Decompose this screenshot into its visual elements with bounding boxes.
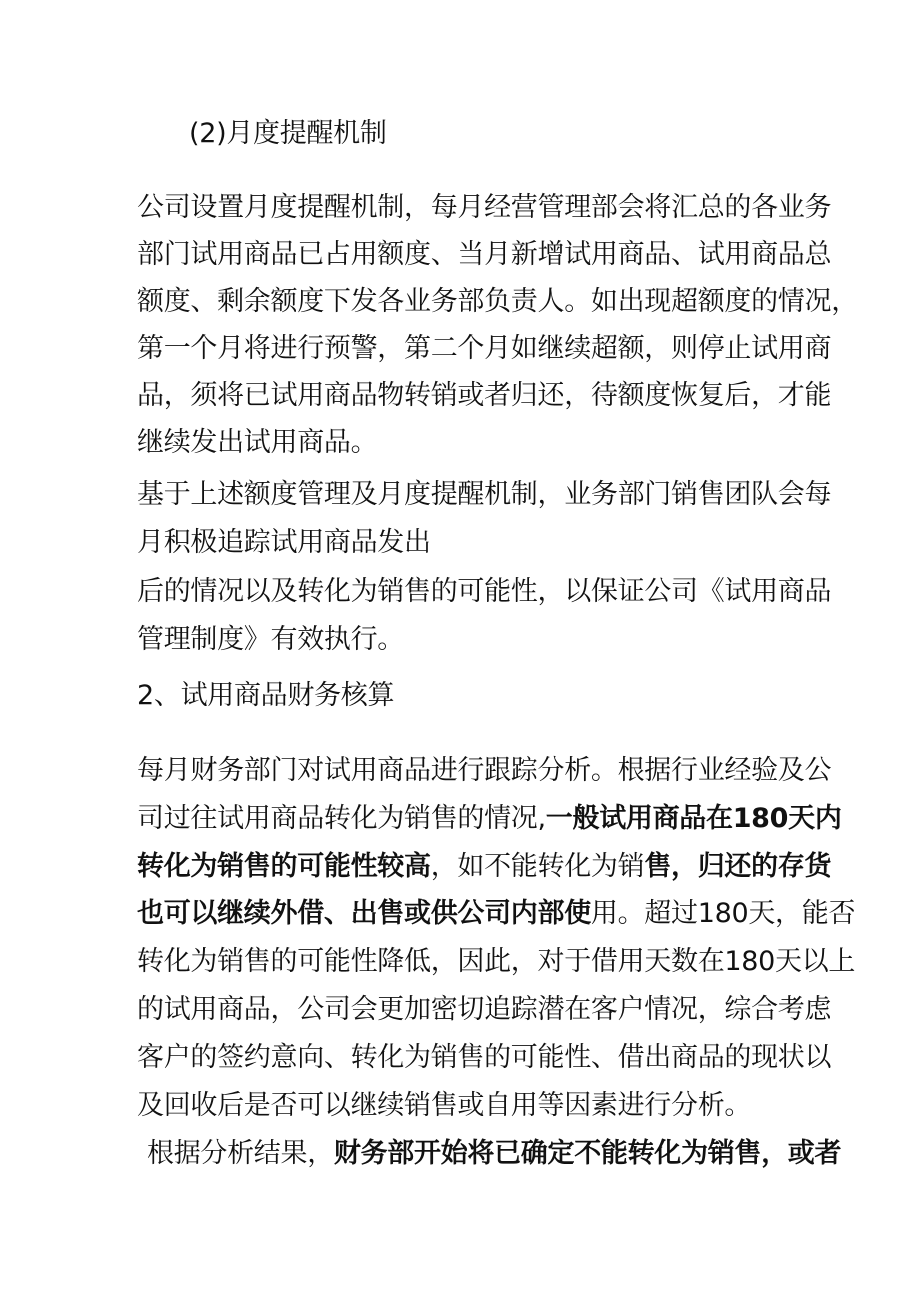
paragraph-line <box>137 896 856 932</box>
paragraph-line: 公司设置月度提醒机制，每月经营管理部会将汇总的各业务 <box>137 192 832 223</box>
text-run: 用。超过180天，能否 <box>590 898 856 929</box>
paragraph-line <box>137 801 842 837</box>
paragraph-line: 月积极追踪试用商品发出 <box>137 527 431 558</box>
paragraph-line: 转化为销售的可能性降低，因此，对于借用天数在180天以上 <box>137 946 856 977</box>
section-heading-monthly-reminder: (2)月度提醒机制 <box>189 118 387 149</box>
paragraph-line: 基于上述额度管理及月度提醒机制，业务部门销售团队会每 <box>137 479 832 510</box>
text-run: 司过往试用商品转化为销售的情况, <box>137 803 546 834</box>
paragraph-line: 客户的签约意向、转化为销售的可能性、借出商品的现状以 <box>137 1042 832 1073</box>
bold-text-run: 财务部开始将已确定不能转化为销售，或者 <box>333 1138 842 1169</box>
bold-text-run: 一般试用商品在180天内 <box>545 803 842 834</box>
paragraph-line: 及回收后是否可以继续销售或自用等因素进行分析。 <box>137 1090 752 1121</box>
bold-text-run: 转化为销售的可能性较高 <box>137 851 431 882</box>
section-heading-financial-accounting: 2、试用商品财务核算 <box>137 680 395 711</box>
text-run: 根据分析结果， <box>147 1138 334 1169</box>
paragraph-line: 的试用商品，公司会更加密切追踪潜在客户情况，综合考虑 <box>137 994 832 1025</box>
paragraph-line <box>147 1136 842 1172</box>
paragraph-line: 管理制度》有效执行。 <box>137 624 404 655</box>
paragraph-line <box>137 849 832 885</box>
paragraph-line: 每月财务部门对试用商品进行跟踪分析。根据行业经验及公 <box>137 755 832 786</box>
bold-text-run: 售，归还的存货 <box>644 851 832 882</box>
paragraph-line: 继续发出试用商品。 <box>137 427 378 458</box>
paragraph-line: 第一个月将进行预警，第二个月如继续超额，则停止试用商 <box>137 333 832 364</box>
paragraph-line: 部门试用商品已占用额度、当月新增试用商品、试用商品总 <box>137 239 832 270</box>
paragraph-line: 额度、剩余额度下发各业务部负责人。如出现超额度的情况， <box>137 286 858 317</box>
paragraph-line: 品，须将已试用商品物转销或者归还，待额度恢复后，才能 <box>137 380 832 411</box>
bold-text-run: 也可以继续外借、出售或供公司内部使 <box>137 898 591 929</box>
text-run: ，如不能转化为销 <box>430 851 645 882</box>
paragraph-line: 后的情况以及转化为销售的可能性，以保证公司《试用商品 <box>137 576 832 607</box>
